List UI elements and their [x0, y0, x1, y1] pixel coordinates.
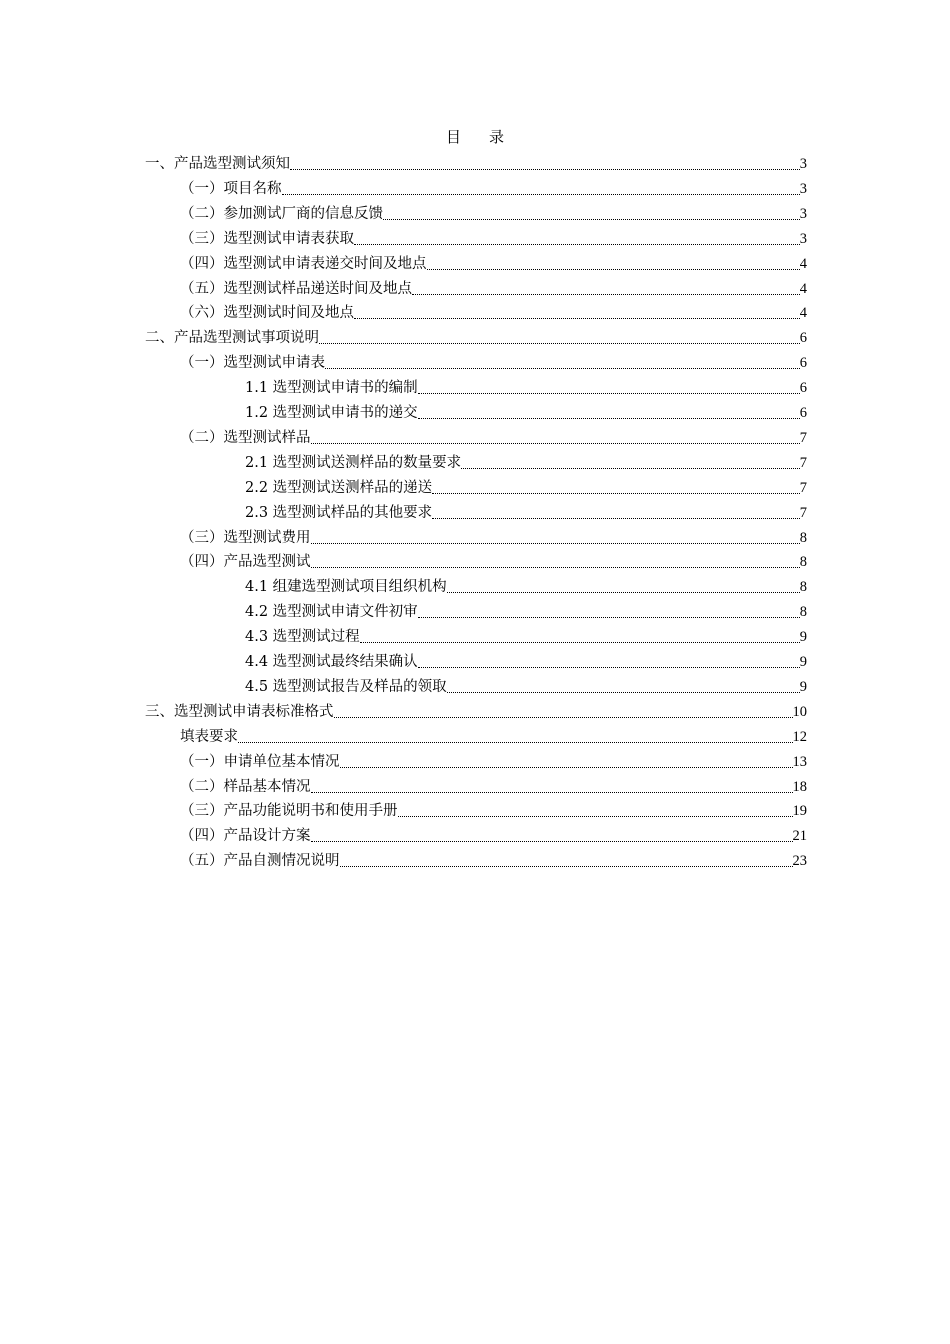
- toc-leader-dots: [432, 514, 800, 519]
- toc-entry-page-number: 21: [792, 828, 807, 845]
- toc-entry[interactable]: [180, 175, 807, 199]
- toc-entry[interactable]: [180, 349, 807, 373]
- toc-entry-page-number: 4: [799, 255, 807, 272]
- toc-entry-label: （一）申请单位基本情况: [180, 753, 340, 770]
- toc-leader-dots: [418, 389, 800, 394]
- toc-entry-label: 4.2 选型测试申请文件初审: [245, 604, 418, 621]
- toc-entry-label: 1.1 选型测试申请书的编制: [245, 380, 418, 397]
- toc-entry[interactable]: [180, 797, 807, 821]
- toc-leader-dots: [311, 563, 800, 568]
- toc-entry-page-number: 3: [799, 180, 807, 197]
- toc-entry-page-number: 3: [799, 230, 807, 247]
- toc-leader-dots: [398, 812, 793, 817]
- toc-entry-page-number: 6: [799, 330, 807, 347]
- toc-entry[interactable]: [245, 374, 807, 398]
- toc-entry-page-number: 7: [799, 479, 807, 496]
- toc-entry[interactable]: [245, 573, 807, 597]
- toc-entry[interactable]: [180, 275, 807, 299]
- toc-entry-label: （三）选型测试费用: [180, 529, 311, 546]
- toc-leader-dots: [360, 638, 800, 643]
- toc-entry[interactable]: [180, 424, 807, 448]
- toc-entry-label: 4.1 组建选型测试项目组织机构: [245, 579, 447, 596]
- toc-entry-label: （五）产品自测情况说明: [180, 853, 340, 870]
- toc-leader-dots: [319, 339, 800, 344]
- toc-entry[interactable]: [180, 225, 807, 249]
- toc-entry[interactable]: [245, 673, 807, 697]
- toc-leader-dots: [354, 314, 800, 319]
- toc-entry[interactable]: [180, 250, 807, 274]
- toc-entry-page-number: 8: [799, 579, 807, 596]
- toc-entry-page-number: 9: [799, 678, 807, 695]
- toc-entry-page-number: 3: [799, 205, 807, 222]
- toc-entry[interactable]: [245, 474, 807, 498]
- toc-entry[interactable]: [245, 598, 807, 622]
- toc-leader-dots: [432, 489, 800, 494]
- toc-entry-label: 填表要求: [180, 728, 238, 745]
- toc-leader-dots: [383, 215, 800, 220]
- toc-entry-page-number: 6: [799, 380, 807, 397]
- toc-entry[interactable]: [245, 449, 807, 473]
- toc-entry-page-number: 9: [799, 654, 807, 670]
- toc-entry[interactable]: [245, 648, 807, 672]
- toc-entry[interactable]: [180, 748, 807, 772]
- toc-entry-page-number: 18: [792, 778, 807, 795]
- toc-entry[interactable]: [180, 524, 807, 548]
- toc-leader-dots: [427, 265, 800, 270]
- toc-leader-dots: [418, 414, 800, 419]
- toc-entry[interactable]: [180, 773, 807, 797]
- toc-entry[interactable]: [245, 399, 807, 423]
- toc-leader-dots: [325, 364, 800, 369]
- toc-entry-page-number: 7: [799, 429, 807, 446]
- toc-entry-page-number: 13: [792, 753, 807, 770]
- toc-entry-label: （六）选型测试时间及地点: [180, 305, 354, 322]
- toc-entry-page-number: 23: [792, 853, 807, 870]
- toc-entry-label: 2.2 选型测试送测样品的递送: [245, 479, 433, 496]
- toc-entry-page-number: 10: [792, 703, 807, 720]
- toc-title-right: 录: [489, 128, 505, 146]
- toc-leader-dots: [290, 165, 800, 170]
- toc-entry-label: 4.4 选型测试最终结果确认: [245, 654, 418, 670]
- toc-entry[interactable]: [245, 623, 807, 647]
- toc-leader-dots: [412, 290, 800, 295]
- toc-entry-page-number: 8: [799, 554, 807, 571]
- toc-entry[interactable]: [180, 548, 807, 572]
- toc-entry-label: （四）产品设计方案: [180, 828, 311, 845]
- toc-entry-label: （四）产品选型测试: [180, 554, 311, 571]
- toc-entry-page-number: 7: [799, 454, 807, 471]
- toc-entry-label: 4.3 选型测试过程: [245, 629, 360, 646]
- toc-entry-page-number: 9: [799, 629, 807, 646]
- toc-entry-label: （三）产品功能说明书和使用手册: [180, 803, 398, 820]
- toc-entry[interactable]: [245, 499, 807, 523]
- toc-entry-label: （二）样品基本情况: [180, 778, 311, 795]
- toc-entry-page-number: 8: [799, 604, 807, 621]
- toc-entry-page-number: 6: [799, 355, 807, 372]
- toc-entry-label: （一）选型测试申请表: [180, 355, 325, 372]
- toc-title-left: 目: [445, 128, 461, 146]
- toc-entry[interactable]: [180, 200, 807, 224]
- toc-entry-label: （二）选型测试样品: [180, 429, 311, 446]
- toc-title: [0, 126, 950, 148]
- toc-entry-label: （一）项目名称: [180, 180, 282, 197]
- toc-leader-dots: [282, 190, 800, 195]
- toc-leader-dots: [238, 738, 793, 743]
- toc-leader-dots: [461, 464, 800, 469]
- toc-entry-label: （二）参加测试厂商的信息反馈: [180, 205, 383, 222]
- toc-entry[interactable]: [180, 299, 807, 323]
- toc-entry[interactable]: [145, 324, 807, 348]
- toc-entry-label: 2.1 选型测试送测样品的数量要求: [245, 454, 462, 471]
- toc-entry[interactable]: [145, 698, 807, 722]
- toc-leader-dots: [334, 713, 793, 718]
- toc-leader-dots: [354, 240, 800, 245]
- toc-entry-page-number: 4: [799, 305, 807, 322]
- toc-entry-label: （三）选型测试申请表获取: [180, 230, 354, 247]
- toc-entry-page-number: 8: [799, 529, 807, 546]
- toc-leader-dots: [311, 788, 793, 793]
- toc-entry[interactable]: [180, 723, 807, 747]
- toc-leader-dots: [340, 862, 793, 867]
- toc-leader-dots: [447, 688, 800, 693]
- toc-entry-label: 1.2 选型测试申请书的递交: [245, 405, 418, 421]
- toc-entry[interactable]: [145, 150, 807, 174]
- toc-entry[interactable]: [180, 822, 807, 846]
- toc-entry[interactable]: [180, 847, 807, 871]
- toc-entry-page-number: 3: [799, 156, 807, 172]
- toc-entry-label: （四）选型测试申请表递交时间及地点: [180, 255, 427, 272]
- toc-entry-label: 4.5 选型测试报告及样品的领取: [245, 678, 447, 695]
- toc-leader-dots: [418, 613, 800, 618]
- toc-entry-page-number: 12: [792, 728, 807, 745]
- toc-entry-label: （五）选型测试样品递送时间及地点: [180, 280, 412, 297]
- toc-leader-dots: [447, 588, 800, 593]
- toc-entry-page-number: 4: [799, 280, 807, 297]
- toc-entry-label: 2.3 选型测试样品的其他要求: [245, 504, 433, 521]
- toc-entry-label: 一、产品选型测试须知: [145, 156, 290, 172]
- toc-entry-page-number: 7: [799, 504, 807, 521]
- toc-entry-label: 二、产品选型测试事项说明: [145, 330, 319, 347]
- toc-leader-dots: [311, 439, 800, 444]
- toc-entry-page-number: 6: [799, 405, 807, 421]
- toc-leader-dots: [340, 763, 793, 768]
- toc-entry-page-number: 19: [792, 803, 807, 820]
- toc-leader-dots: [418, 663, 800, 668]
- toc-leader-dots: [311, 837, 793, 842]
- toc-leader-dots: [311, 539, 800, 544]
- toc-entry-label: 三、选型测试申请表标准格式: [145, 703, 334, 720]
